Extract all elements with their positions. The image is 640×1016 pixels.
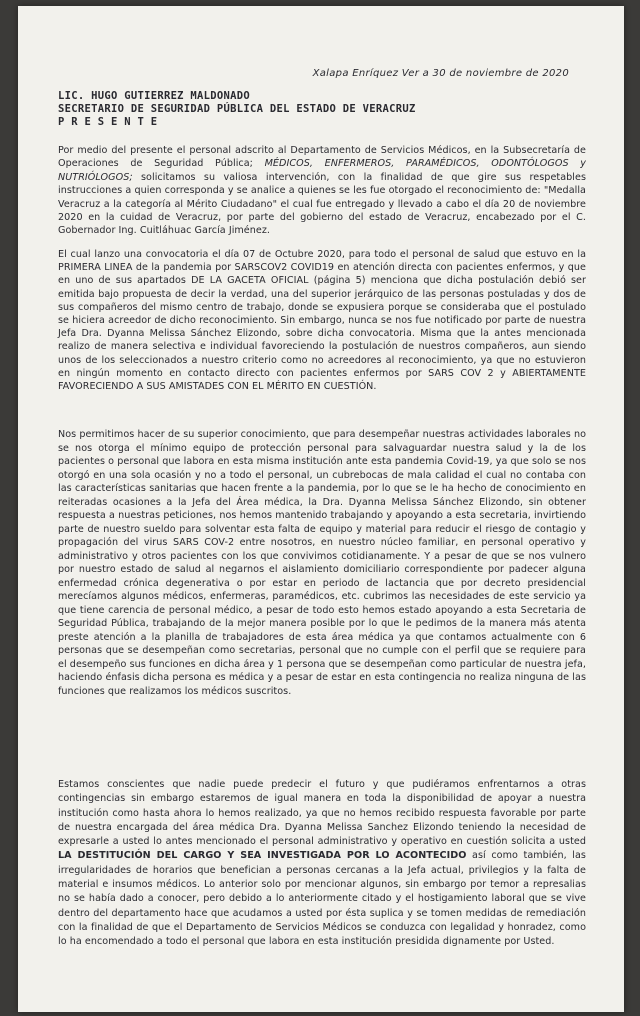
paragraph-4-intro: Estamos conscientes que nadie puede predecir el futuro y que pudiéramos enfrentarnos a otras contingencias sin embargo estaremos de igual manera en toda la disponibilidad de apoyar a nuestra institución como hasta ahora lo hemos realizado, ya que no hemos recibido respuesta favorable por parte de nuestra encargada del área médica Dra. Dyanna Melissa Sanchez Elizondo teniendo la necesidad de expresarle a usted lo antes mencionado el personal administrativo y operativo en cuestión solicita a usted bbox=[58, 779, 586, 848]
paragraph-1-body: solicitamos su valiosa intervención, con la finalidad de que gire sus respetables instrucciones a quien corresponda y se analice a quienes se les fue otorgado el reconocimiento de: "Medalla Veracruz a la categoría al Mérito Ciudadano" el cual fue entregado y llevado a cabo el día 20 de noviembre 2020 en la cuidad de Veracruz, por parte del gobierno del estado de Veracruz, encabezado por el C. Gobernador Ing. Cuitláhuac García Jiménez. bbox=[58, 171, 586, 237]
paragraph-1-staff-list: MÉDICOS, ENFERMEROS, PARAMÉDICOS, ODONTÓLOGOS y NUTRIÓLOGOS; bbox=[58, 158, 586, 183]
paragraph-4-body: así como también, las irregularidades de horarios que benefician a personas cercanas a la Jefa actual, privilegios y la falta de material e insumos médicos. Lo anterior solo por mencionar algunos, sin embargo por temor a represalias no se había dado a conocer, pero debido a lo anteriormente citado y el hostigamiento laboral que se vive dentro del departamento hace que acudamos a usted por ésta suplica y se tomen medidas de remediación con la finalidad de que el Departamento de Servicios Médicos se conduzca con legalidad y honradez, como lo ha encomendado a todo el personal que labora en esta institución presidida dignamente por Usted. bbox=[58, 850, 586, 948]
letter-date: Xalapa Enríquez Ver a 30 de noviembre de 2020 bbox=[312, 68, 569, 79]
recipient-presente: P R E S E N T E bbox=[58, 116, 158, 128]
paragraph-4 bbox=[58, 778, 586, 950]
recipient-block bbox=[58, 90, 416, 129]
paragraph-2-caps: ABIERTAMENTE FAVORECIENDO A SUS AMISTADES CON EL MÉRITO EN CUESTIÓN. bbox=[58, 367, 586, 393]
paragraph-2-body: El cual lanzo una convocatoria el día 07 de Octubre 2020, para todo el personal de salud que estuvo en la PRIMERA LINEA de la pandemia por SARSCOV2 COVID19 en atención directa con pacientes enfermos, y que en uno de sus apartados DE LA GACETA OFICIAL (página 5) menciona que dicha postulación debió ser emitida bajo propuesta de decir la verdad, una del superior jerárquico de las personas postuladas y dos de sus compañeros del mismo centro de trabajo, donde se expusiera porque se consideraba que el postulado se hiciera acreedor de dicho reconocimiento. Sin embargo, nunca se nos fue notificado por parte de nuestra Jefa Dra. Dyanna Melissa Sánchez Elizondo, sobre dicha convocatoria. Misma que la antes mencionada realizo de manera selectiva e individual favoreciendo la postulación de nuestros compañeros, aun siendo unos de los seleccionados a nuestro criterio como no acreedores al reconocimiento, ya que no estuvieron en ningún momento en contacto directo con pacientes enfermos por SARS COV 2 y bbox=[58, 249, 586, 379]
recipient-title: SECRETARIO DE SEGURIDAD PÚBLICA DEL ESTADO DE VERACRUZ bbox=[58, 103, 416, 115]
paragraph-3: Nos permitimos hacer de su superior conocimiento, que para desempeñar nuestras actividades laborales no se nos otorga el mínimo equipo de protección personal para salvaguardar nuestra salud y la de los pacientes o personal que labora en esta misma institución ante esta pandemia Covid-19, ya que solo se nos otorgó en una sola ocasión y no a todo el personal, un cubrebocas de mala calidad el cual no contaba con las características sanitarias que hacen frente a la pandemia, por lo que se le ha hecho de conocimiento en reiteradas ocasiones a la Jefa del Área médica, la Dra. Dyanna Melissa Sánchez Elizondo, sin obtener respuesta a nuestras peticiones, nos hemos mantenido trabajando y apoyando a esta secretaria, invirtiendo parte de nuestro sueldo para solventar esta falta de equipo y material para reducir el riesgo de contagio y propagación del virus SARS COV-2 entre nosotros, en nuestro núcleo familiar, en personal operativo y administrativo y otros pacientes con los que convivimos cotidianamente. Y a pesar de que se nos vulnero por nuestro estado de salud al negarnos el aislamiento domiciliario correspondiente por padecer alguna enfermedad crónica degenerativa o por estar en periodo de lactancia que por decreto presidencial merecíamos algunos médicos, enfermeras, paramédicos, etc. cubrimos las necesidades de este servicio ya que tiene carencia de personal médico, a pesar de todo esto hemos estado apoyando a esta Secretaria de Seguridad Pública, trabajando de la mejor manera posible por lo que le pedimos de la manera más atenta preste atención a la planilla de trabajadores de esta área médica ya que contamos actualmente con 6 personas que se desempeñan como secretarias, personal que no cumple con el perfil que se requiere para el desempeño sus funciones en dicha área y 1 persona que se desempeñan como particular de nuestra jefa, haciendo énfasis dicha persona es médica y a pesar de estar en esta contingencia no realiza ninguna de las funciones que realizamos los médicos suscritos. bbox=[58, 429, 586, 697]
paragraph-2 bbox=[58, 248, 586, 393]
recipient-name: LIC. HUGO GUTIERREZ MALDONADO bbox=[58, 90, 251, 102]
letter-page bbox=[18, 6, 624, 1012]
paragraph-1-intro: Por medio del presente el personal adscrito al Departamento de Servicios Médicos, en la Subsecretaría de Operaciones de Seguridad Pública; bbox=[58, 145, 586, 170]
paragraph-4-demand: LA DESTITUCIÓN DEL CARGO Y SEA INVESTIGADA POR LO ACONTECIDO bbox=[58, 850, 467, 862]
paragraph-1 bbox=[58, 144, 586, 238]
